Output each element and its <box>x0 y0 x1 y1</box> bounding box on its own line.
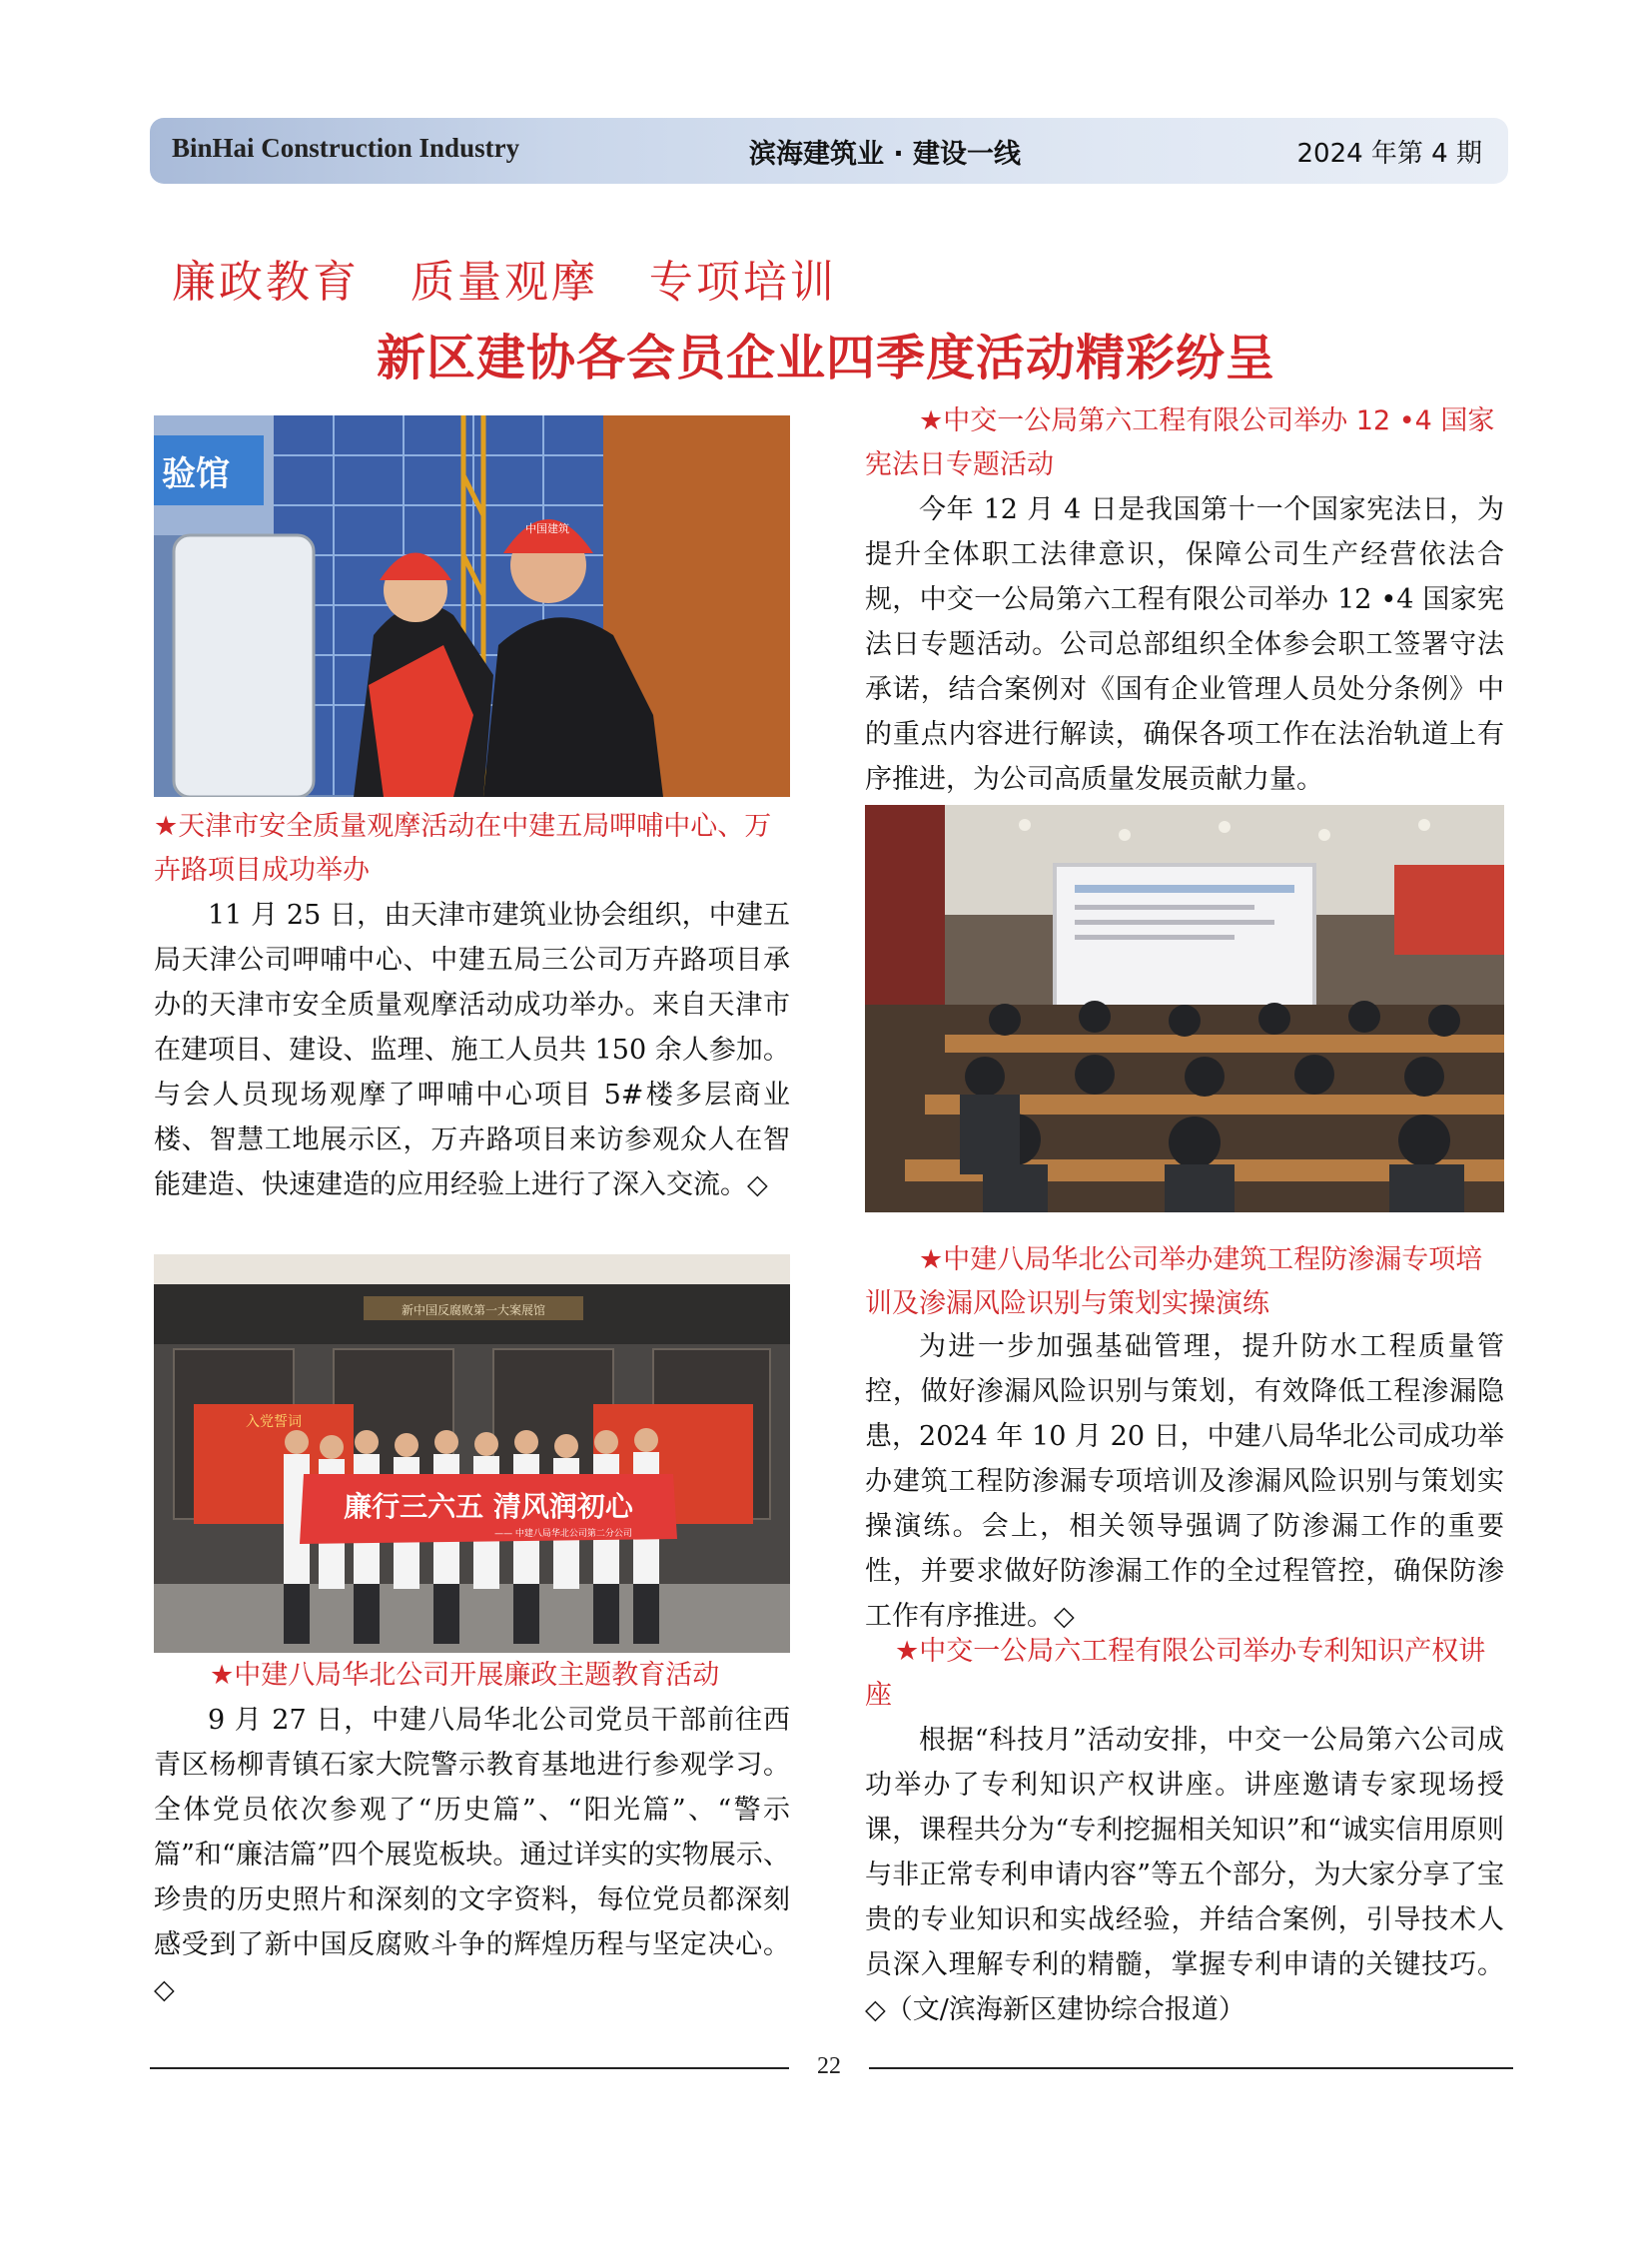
article-2-body: 9 月 27 日，中建八局华北公司党员干部前往西青区杨柳青镇石家大院警示教育基地进行参观学习。全体党员依次参观了“历史篇”、“阳光篇”、“警示篇”和“廉洁篇”四个展览板块。通过详实的实物展示、珍贵的历史照片和深刻的文字资料，每位党员都深刻感受到了新中国反腐败斗争的辉煌历程与坚定决心。◇ <box>154 1705 790 2005</box>
photo-training-session <box>865 805 1504 1212</box>
article-5-body: 根据“科技月”活动安排，中交一公局第六公司成功举办了专利知识产权讲座。讲座邀请专家现场授课，课程共分为“专利挖掘相关知识”和“诚实信用原则与非正常专利申请内容”等五个部分，为大家分享了宝贵的专业知识和实战经验，并结合案例，引导技术人员深入理解专利的精髓，掌握专利申请的关键技巧。◇（文/滨海新区建协综合报道） <box>865 1725 1504 2025</box>
article-3-body: 今年 12 月 4 日是我国第十一个国家宪法日，为提升全体职工法律意识，保障公司生产经营依法合规，中交一公局第六工程有限公司举办 12 •4 国家宪法日专题活动。公司总部组织全体参会职工签署守法承诺，结合案例对《国有企业管理人员处分条例》中的重点内容进行解读，确保各项工作在法治轨道上有序推进，为公司高质量发展贡献力量。 <box>865 494 1504 795</box>
article-2-title: ★中建八局华北公司开展廉政主题教育活动 <box>210 1660 720 1691</box>
hall-plaque-text: 新中国反腐败第一大案展馆 <box>401 1303 546 1317</box>
section-name: 滨海建筑业 · 建设一线 <box>749 139 1022 170</box>
article-1-body: 11 月 25 日，由天津市建筑业协会组织，中建五局天津公司呷哺中心、中建五局三公司万卉路项目承办的天津市安全质量观摩活动成功举办。来自天津市在建项目、建设、监理、施工人员共 150 余人参加。与会人员现场观摩了呷哺中心项目 5#楼多层商业楼、智慧工地展示区，万卉路项目来访参观众人在智能建造、快速建造的应用经验上进行了深入交流。◇ <box>154 900 790 1200</box>
photo-group-banner <box>154 1254 790 1653</box>
article-5-title: ★中交一公局六工程有限公司举办专利知识产权讲座 <box>865 1636 1486 1711</box>
issue-number: 2024 年第 4 期 <box>1296 139 1482 169</box>
site-sign-text: 验馆 <box>162 454 230 494</box>
hardhat-text: 中国建筑 <box>525 522 569 535</box>
photo-site-observation <box>154 415 790 797</box>
page-number: 22 <box>817 2053 841 2079</box>
footer-rule-left <box>150 2067 789 2069</box>
page-title: 新区建协各会员企业四季度活动精彩纷呈 <box>376 330 1275 386</box>
kicker-line: 廉政教育 质量观摩 专项培训 <box>172 257 837 308</box>
article-4-title: ★中建八局华北公司举办建筑工程防渗漏专项培训及渗漏风险识别与策划实操演练 <box>865 1244 1483 1319</box>
banner-text: 廉行三六五 清风润初心 <box>344 1490 633 1523</box>
article-3-title: ★中交一公局第六工程有限公司举办 12 •4 国家宪法日专题活动 <box>865 405 1495 480</box>
article-1-title: ★天津市安全质量观摩活动在中建五局呷哺中心、万卉路项目成功举办 <box>154 811 772 886</box>
board-title-text: 入党誓词 <box>246 1414 302 1430</box>
running-header <box>150 118 1508 184</box>
publication-name: BinHai Construction Industry <box>172 133 520 163</box>
article-4-body: 为进一步加强基础管理，提升防水工程质量管控，做好渗漏风险识别与策划，有效降低工程渗漏隐患，2024 年 10 月 20 日，中建八局华北公司成功举办建筑工程防渗漏专项培训及渗漏风险识别与策划实操演练。会上，相关领导强调了防渗漏工作的重要性，并要求做好防渗漏工作的全过程管控，确保防渗工作有序推进。◇ <box>865 1331 1504 1632</box>
banner-subtext: —— 中建八局华北公司第二分公司 <box>494 1529 632 1539</box>
footer-rule-right <box>869 2067 1513 2069</box>
